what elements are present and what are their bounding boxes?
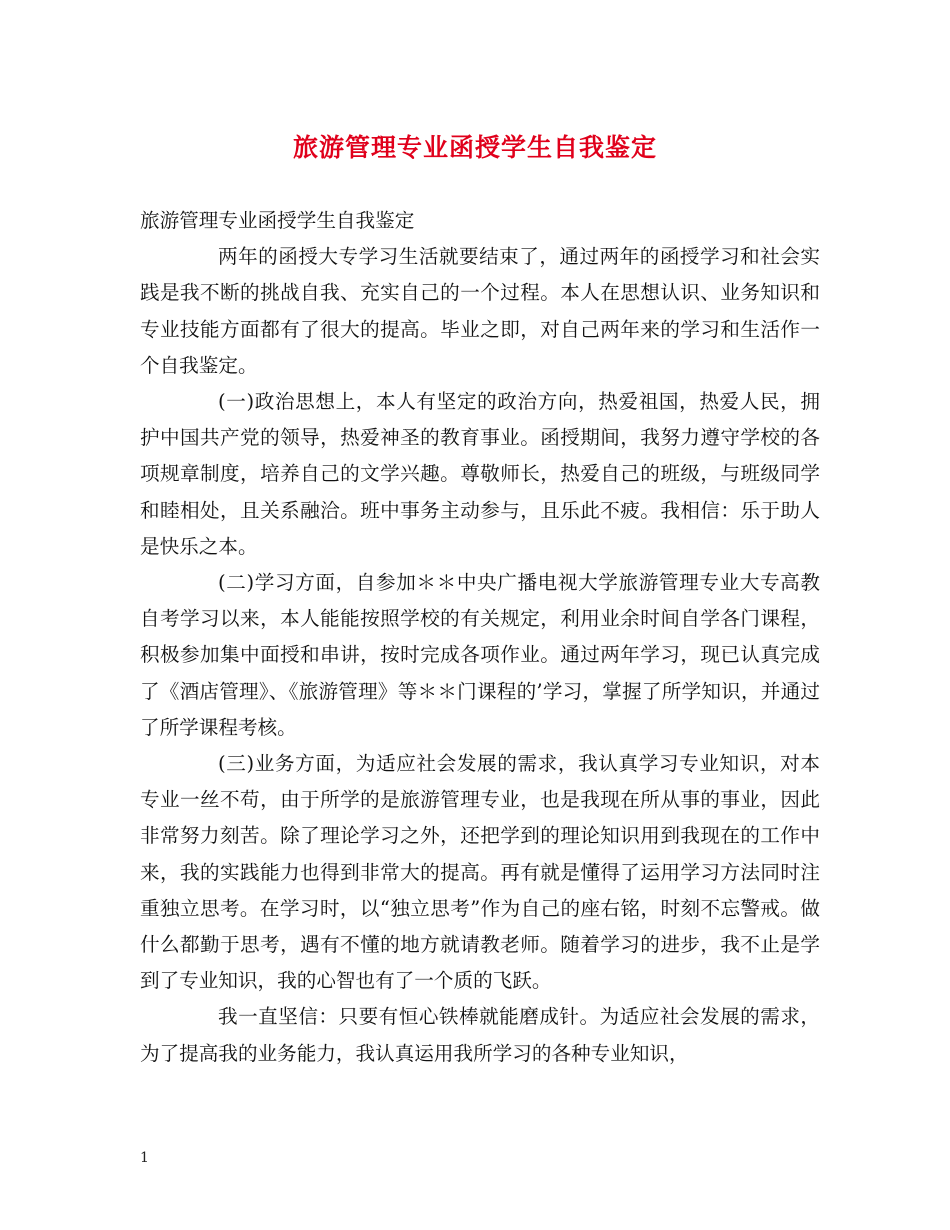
paragraph-intro: 两年的函授大专学习生活就要结束了，通过两年的函授学习和社会实践是我不断的挑战自我、充实自己的一个过程。本人在思想认识、业务知识和专业技能方面都有了很大的提高。毕业之即，对自己两年来的学习和生活作一个自我鉴定。: [140, 245, 820, 377]
document-body: [140, 203, 820, 1072]
document-title: 旅游管理专业函授学生自我鉴定: [292, 133, 657, 162]
paragraph-belief: 我一直坚信：只要有恒心铁棒就能磨成针。为适应社会发展的需求，为了提高我的业务能力，我认真运用我所学习的各种专业知识，: [140, 1005, 820, 1065]
document-subtitle: 旅游管理专业函授学生自我鉴定: [140, 209, 415, 232]
paragraph-study: (二)学习方面，自参加＊＊中央广播电视大学旅游管理专业大专高教自考学习以来，本人能能按照学校的有关规定，利用业余时间自学各门课程，积极参加集中面授和串讲，按时完成各项作业。通过两年学习，现已认真完成了《酒店管理》、《旅游管理》等＊＊门课程的’学习，掌握了所学知识，并通过了所学课程考核。: [140, 571, 820, 739]
page-number: 1: [140, 1150, 149, 1166]
paragraph-political: (一)政治思想上，本人有坚定的政治方向，热爱祖国，热爱人民，拥护中国共产党的领导，热爱神圣的教育事业。函授期间，我努力遵守学校的各项规章制度，培养自己的文学兴趣。尊敬师长，热爱自己的班级，与班级同学和睦相处，且关系融洽。班中事务主动参与，且乐此不疲。我相信：乐于助人是快乐之本。: [140, 390, 820, 558]
paragraph-business: (三)业务方面，为适应社会发展的需求，我认真学习专业知识，对本专业一丝不苟，由于所学的是旅游管理专业，也是我现在所从事的事业，因此非常努力刻苦。除了理论学习之外，还把学到的理论知识用到我现在的工作中来，我的实践能力也得到非常大的提高。再有就是懂得了运用学习方法同时注重独立思考。在学习时，以“独立思考”作为自己的座右铭，时刻不忘警戒。做什么都勤于思考，遇有不懂的地方就请教老师。随着学习的进步，我不止是学到了专业知识，我的心智也有了一个质的飞跃。: [140, 752, 820, 993]
